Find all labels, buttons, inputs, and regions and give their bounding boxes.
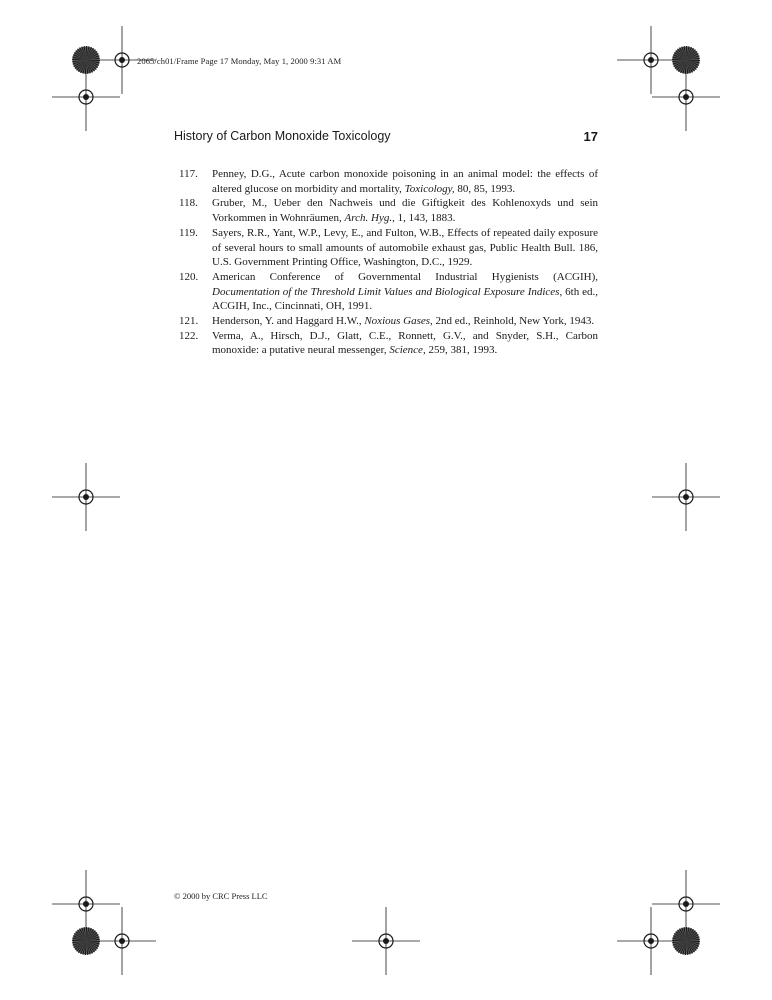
reference-text: Henderson, Y. and Haggard H.W.,: [212, 315, 365, 328]
reference-item: [174, 270, 598, 314]
running-header: [174, 129, 598, 147]
reference-italic-text: Toxicology,: [404, 182, 455, 195]
reference-number: 120.: [179, 270, 199, 283]
reference-text: American Conference of Governmental Industrial Hygienists (ACGIH),: [212, 270, 598, 283]
reference-italic-text: Science: [389, 344, 423, 357]
reference-italic-text: Noxious Gases: [364, 315, 431, 328]
reference-number: 119.: [179, 226, 198, 239]
reference-item: [174, 314, 598, 329]
reference-item: [174, 196, 598, 225]
reference-text: , 1, 143, 1883.: [392, 212, 456, 225]
reference-item: [174, 226, 598, 270]
reference-number: 121.: [179, 315, 199, 328]
registration-crosshair-icon: [52, 463, 120, 531]
registration-starburst-icon: [72, 927, 100, 955]
reference-italic-text: Arch. Hyg.: [344, 212, 393, 225]
registration-starburst-icon: [672, 927, 700, 955]
copyright-footer: © 2000 by CRC Press LLC: [174, 891, 268, 901]
registration-starburst-icon: [72, 46, 100, 74]
reference-item: [174, 167, 598, 196]
reference-number: 122.: [179, 329, 199, 342]
reference-number: 117.: [179, 168, 198, 180]
registration-crosshair-icon: [652, 463, 720, 531]
reference-number: 118.: [179, 197, 198, 210]
reference-item: [174, 329, 598, 358]
reference-text: , 2nd ed., Reinhold, New York, 1943.: [430, 315, 595, 328]
reference-text: Penney, D.G., Acute carbon monoxide poisoning in an animal model: the effects of altered glucose on morbidity and mortality,: [212, 168, 598, 195]
registration-starburst-icon: [672, 46, 700, 74]
print-slug: 2065/ch01/Frame Page 17 Monday, May 1, 2000 9:31 AM: [137, 56, 342, 66]
reference-list: [174, 167, 598, 358]
reference-text: , 6th ed., ACGIH, Inc., Cincinnati, OH, 1991.: [212, 285, 598, 313]
reference-italic-text: Documentation of the Threshold Limit Values and Biological Exposure Indices: [212, 285, 560, 298]
running-header-title: History of Carbon Monoxide Toxicology: [174, 129, 391, 143]
reference-text: Gruber, M., Ueber den Nachweis und die Giftigkeit des Kohlenoxyds und sein Vorkommen in Wohnräumen,: [212, 197, 598, 225]
reference-text: 80, 85, 1993.: [454, 182, 516, 195]
reference-text: , 259, 381, 1993.: [422, 344, 498, 357]
page-number: 17: [583, 129, 598, 144]
reference-text: Sayers, R.R., Yant, W.P., Levy, E., and Fulton, W.B., Effects of repeated daily exposure of several hours to small amounts of automobile exhaust gas, Public Health Bull. 186, U.S. Government Printing Office, Washington, D.C., 1929.: [212, 226, 598, 269]
reference-text: Verma, A., Hirsch, D.J., Glatt, C.E., Ronnett, G.V., and Snyder, S.H., Carbon monoxide: a putative neural messenger,: [212, 329, 598, 357]
registration-crosshair-icon: [352, 907, 420, 975]
